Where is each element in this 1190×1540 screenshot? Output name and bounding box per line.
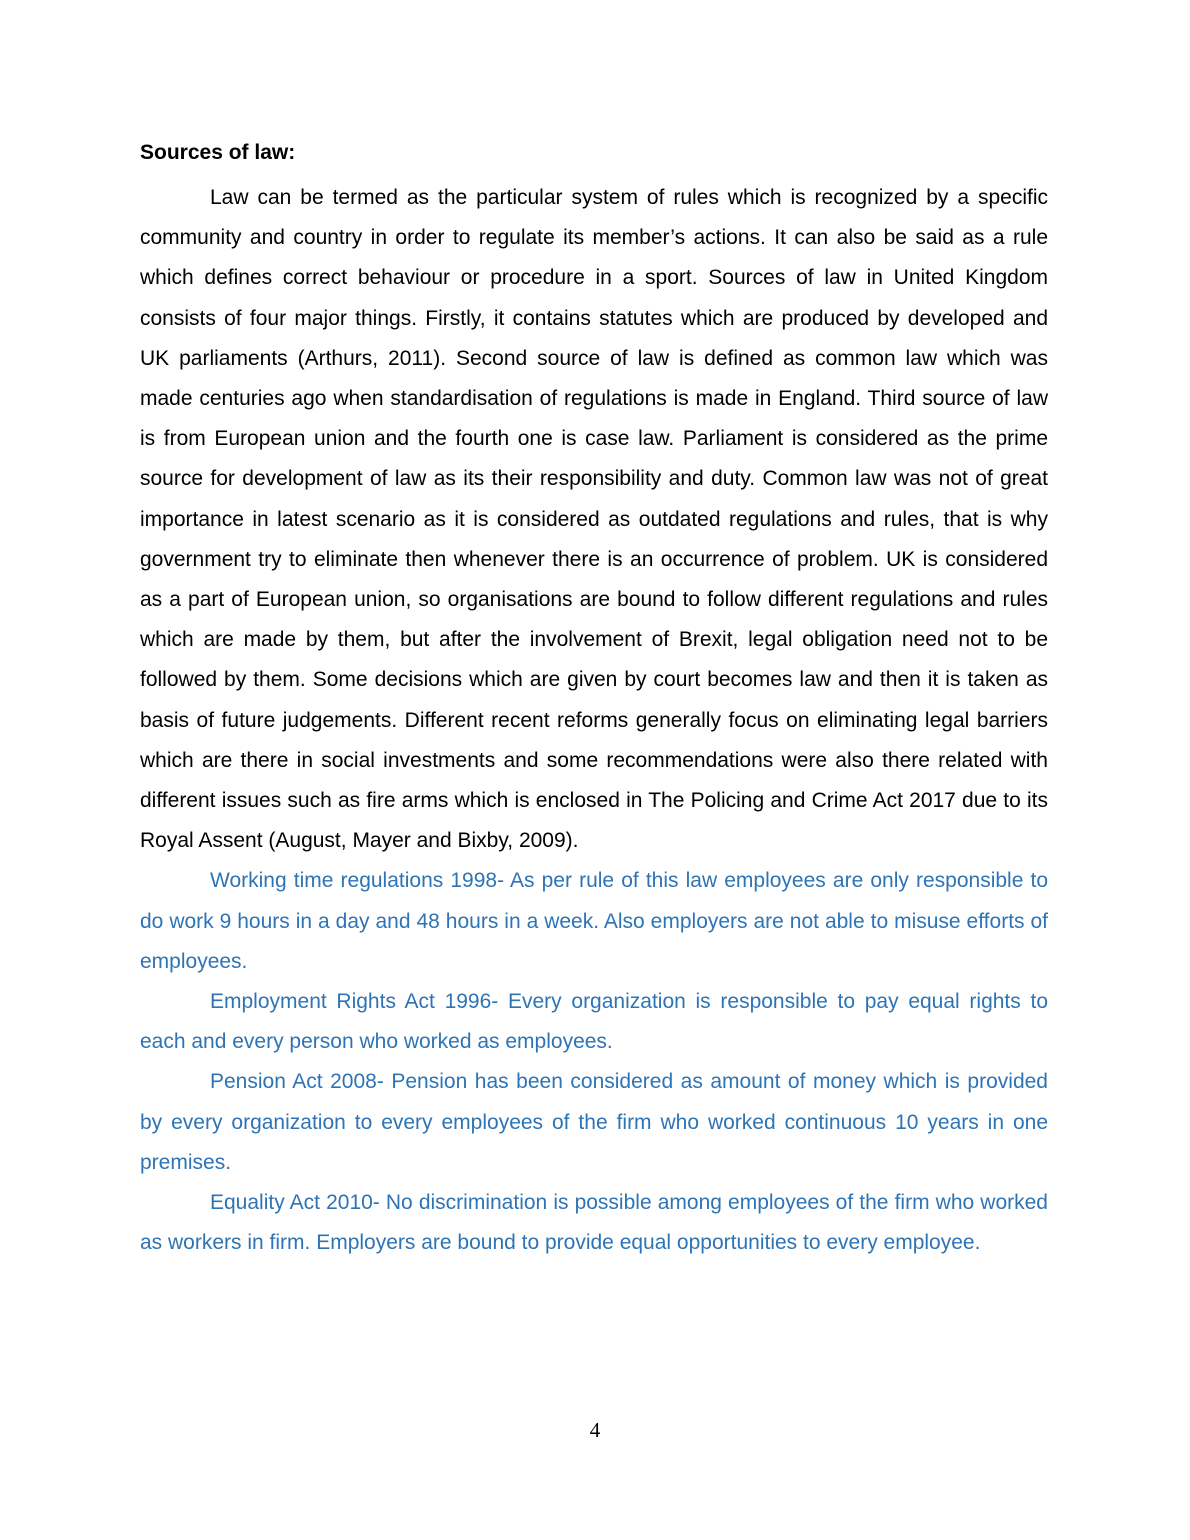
page-number: 4 bbox=[589, 1418, 601, 1442]
equality-act-paragraph: Equality Act 2010- No discrimination is possible among employees of the firm who worked as workers in firm. Employers are bound to provide equal opportunities to every employee. bbox=[140, 1191, 1048, 1255]
working-time-regulations-paragraph: Working time regulations 1998- As per rule of this law employees are only responsible to do work 9 hours in a day and 48 hours in a week. Also employers are not able to misuse efforts of employees. bbox=[140, 869, 1048, 973]
employment-rights-act-paragraph: Employment Rights Act 1996- Every organization is responsible to pay equal rights to each and every person who worked as employees. bbox=[140, 990, 1048, 1054]
intro-paragraph: Law can be termed as the particular system of rules which is recognized by a specific community and country in order to regulate its member’s actions. It can also be said as a rule which defines correct behaviour or procedure in a sport. Sources of law in United Kingdom consists of four major things. Firstly, it contains statutes which are produced by developed and UK parliaments (Arthurs, 2011). Second source of law is defined as common law which was made centuries ago when standardisation of regulations is made in England. Third source of law is from European union and the fourth one is case law. Parliament is considered as the prime source for development of law as its their responsibility and duty. Common law was not of great importance in latest scenario as it is considered as outdated regulations and rules, that is why government try to eliminate then whenever there is an occurrence of problem. UK is considered as a part of European union, so organisations are bound to follow different regulations and rules which are made by them, but after the involvement of Brexit, legal obligation need not to be followed by them. Some decisions which are given by court becomes law and then it is taken as basis of future judgements. Different recent reforms generally focus on eliminating legal barriers which are there in social investments and some recommendations were also there related with different issues such as fire arms which is enclosed in The Policing and Crime Act 2017 due to its Royal Assent (August, Mayer and Bixby, 2009). bbox=[140, 186, 1048, 853]
document-body bbox=[140, 138, 1048, 1263]
pension-act-paragraph: Pension Act 2008- Pension has been considered as amount of money which is provided by every organization to every employees of the firm who worked continuous 10 years in one premises. bbox=[140, 1070, 1048, 1174]
section-heading: Sources of law: bbox=[140, 141, 296, 164]
